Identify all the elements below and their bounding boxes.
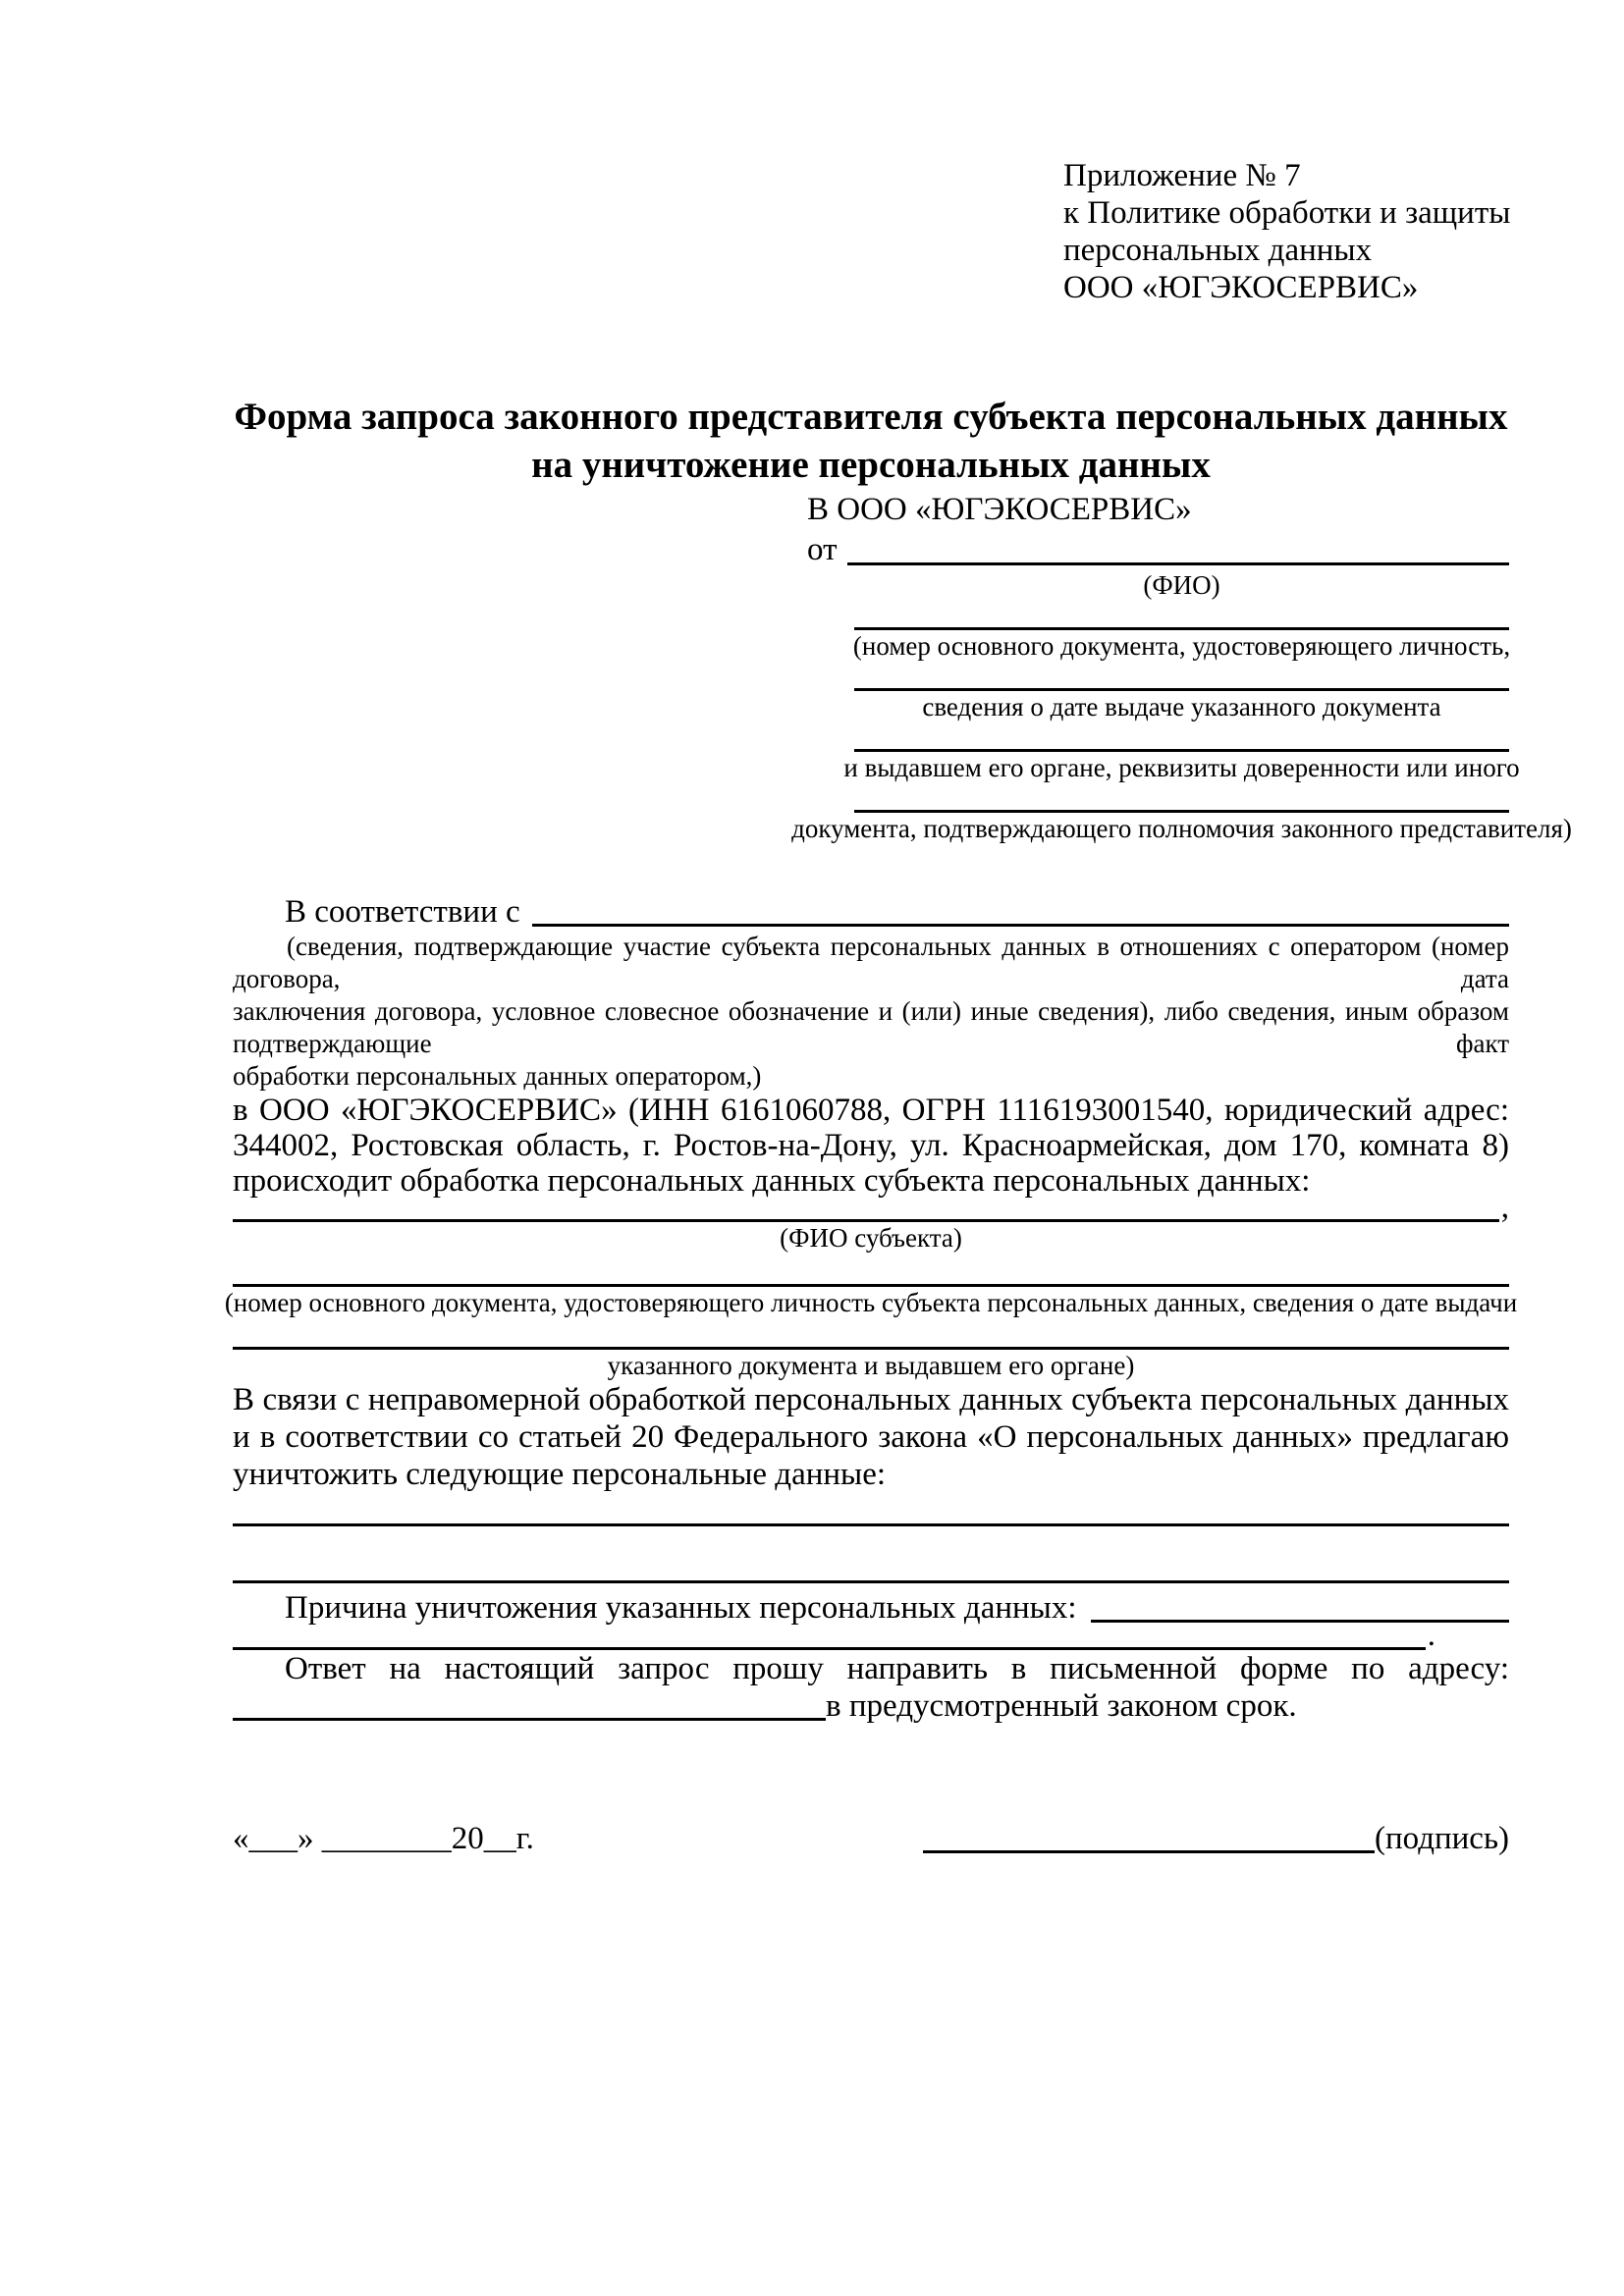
signature-caption: (подпись) (1375, 1821, 1509, 1856)
title-line-1: Форма запроса законного представителя субъекта персональных данных (234, 396, 1508, 438)
according-blank-line (532, 924, 1509, 927)
trailing-period: . (1427, 1618, 1435, 1653)
subject-doc-caption-1-text: (номер основного документа, удостоверяющего личность субъекта персональных данных, сведения о дате выдачи (224, 1288, 1518, 1317)
date-line: «___» ________20__г. (233, 1821, 534, 1856)
doc-row-3 (843, 728, 1520, 783)
small-print-line-3: обработки персональных данных оператором,) (233, 1061, 762, 1091)
reason-row (233, 1589, 1509, 1627)
appendix-block (1063, 157, 1509, 306)
reason-label: Причина уничтожения указанных персональных данных: (285, 1590, 1077, 1626)
operator-line-2: 344002, Ростовская область, г. Ростов-на-Дону, ул. Красноармейская, дом 170, комната 8) (233, 1128, 1509, 1163)
doc-caption-2 (854, 691, 1509, 722)
data-row-1 (233, 1503, 1509, 1526)
subject-fio-caption (233, 1222, 1509, 1254)
appendix-line-3: персональных данных (1063, 233, 1373, 268)
doc-row-4 (791, 789, 1572, 844)
signature-blank-line (923, 1824, 1375, 1853)
subject-doc-row-2 (233, 1326, 1509, 1350)
document-title (233, 393, 1509, 489)
footer-row (233, 1819, 1509, 1858)
doc-caption-3 (843, 752, 1520, 783)
subject-fio-row (233, 1190, 1509, 1225)
representative-fio-blank-line (847, 562, 1510, 565)
representative-doc-lines (791, 569, 1572, 844)
subject-fio-blank-line (233, 1199, 1499, 1222)
subject-doc-row-1 (233, 1263, 1509, 1287)
operator-paragraph (233, 1093, 1509, 1199)
subject-doc-blank-line-1 (233, 1263, 1509, 1287)
trailing-comma: , (1500, 1190, 1509, 1225)
subject-doc-caption-2-text: указанного документа и выдавшем его органе) (607, 1351, 1135, 1380)
request-line-2: и в соответствии со статьей 20 Федерального закона «О персональных данных» предлагаю (233, 1419, 1509, 1455)
small-print-line-1: (сведения, подтверждающие участие субъекта персональных данных в отношениях с оператором (номер договора, дата (233, 932, 1509, 993)
doc-caption-4-text: документа, подтверждающего полномочия законного представителя) (791, 814, 1572, 843)
according-row (233, 893, 1509, 931)
reason-row-2 (233, 1618, 1435, 1653)
reason-blank-line-2 (233, 1627, 1426, 1650)
doc-caption-1-text: (номер основного документа, удостоверяющего личность, (852, 631, 1511, 661)
addressee-company: В ООО «ЮГЭКОСЕРВИС» (807, 492, 1192, 527)
doc-blank-line-4 (854, 789, 1509, 813)
subject-doc-blank-line-2 (233, 1326, 1509, 1350)
subject-doc-caption-2 (233, 1350, 1509, 1381)
doc-row-2 (854, 667, 1509, 722)
operator-line-3: происходит обработка персональных данных субъекта персональных данных: (233, 1163, 1311, 1199)
small-print-caption (233, 931, 1509, 1093)
data-blank-line-2 (233, 1560, 1509, 1583)
appendix-line-4: ООО «ЮГЭКОСЕРВИС» (1063, 270, 1419, 305)
from-label: от (807, 532, 838, 567)
subject-fio-caption-text: (ФИО субъекта) (780, 1223, 962, 1253)
doc-caption-3-text: и выдавшем его органе, реквизиты доверенности или иного (843, 753, 1520, 782)
subject-doc-caption-1 (224, 1287, 1518, 1318)
addressee-block (791, 489, 1572, 844)
doc-blank-line-3 (854, 728, 1509, 752)
small-print-line-2: заключения договора, условное словесное обозначение и (или) иные сведения), либо сведения, иным образом подтверждающие факт (233, 996, 1509, 1058)
data-blank-line-1 (233, 1503, 1509, 1526)
answer-paragraph: Ответ на настоящий запрос прошу направить в письменной форме по адресу: (285, 1651, 1509, 1686)
doc-row-1 (854, 607, 1509, 662)
signature-row (923, 1819, 1509, 1858)
doc-caption-2-text: сведения о дате выдаче указанного документа (922, 692, 1441, 721)
doc-caption-1 (854, 630, 1509, 662)
doc-caption-4 (791, 813, 1572, 844)
srok-text: в предусмотренный законом срок. (826, 1688, 1297, 1724)
from-row (807, 530, 1509, 569)
address-row (233, 1687, 1509, 1725)
fio-caption (854, 569, 1509, 601)
doc-blank-line-2 (854, 667, 1509, 691)
reason-blank-line-1 (1091, 1620, 1509, 1623)
appendix-line-2: к Политике обработки и защиты (1063, 195, 1511, 231)
operator-line-1: в ООО «ЮГЭКОСЕРВИС» (ИНН 6161060788, ОГРН 1116193001540, юридический адрес: (233, 1093, 1509, 1128)
fio-caption-text: (ФИО) (1143, 570, 1220, 600)
appendix-line-1: Приложение № 7 (1063, 158, 1301, 193)
request-paragraph (233, 1381, 1509, 1493)
address-blank-line (233, 1691, 826, 1721)
request-line-1: В связи с неправомерной обработкой персональных данных субъекта персональных данных (233, 1382, 1509, 1417)
doc-blank-line-1 (854, 607, 1509, 630)
according-label: В соответствии с (285, 894, 520, 930)
title-line-2: на уничтожение персональных данных (531, 444, 1211, 486)
data-row-2 (233, 1560, 1509, 1583)
request-line-3: уничтожить следующие персональные данные: (233, 1457, 887, 1492)
